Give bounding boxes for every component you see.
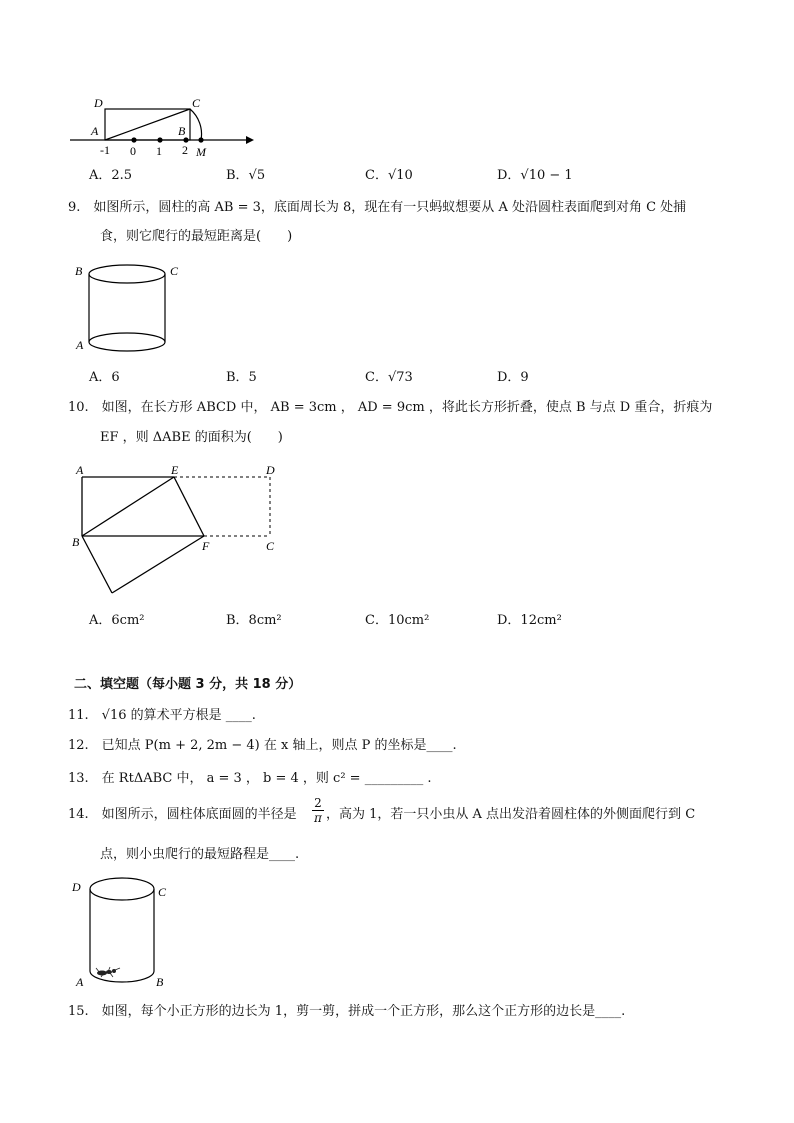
q10-folding-figure (72, 460, 292, 600)
q8-label-D: D (94, 96, 103, 110)
q10-option-d: D．12cm² (497, 613, 562, 628)
q14-label-C: C (158, 885, 167, 899)
q8-label-M: M (196, 145, 206, 159)
q10-label-B: B (72, 535, 80, 549)
q14-label-A: A (76, 975, 84, 989)
q9-stem-line2: 食，则它爬行的最短距离是( ) (100, 229, 293, 244)
q11-stem: 11. √16 的算术平方根是 ____. (68, 708, 256, 723)
q10-label-C: C (266, 539, 275, 553)
q14-label-D: D (72, 880, 81, 894)
q14-fraction-numerator: 2 (312, 796, 324, 811)
q14-stem-line2: 点，则小虫爬行的最短路程是____. (100, 847, 300, 862)
q14-cylinder-figure (70, 872, 180, 992)
q8-option-a: A．2.5 (89, 168, 133, 183)
q8-tick-2: 2 (182, 143, 188, 157)
q10-option-b: B．8cm² (226, 613, 282, 628)
q9-label-B: B (75, 264, 83, 278)
q12-stem: 12. 已知点 P(m + 2, 2m − 4) 在 x 轴上，则点 P 的坐标是____. (68, 738, 457, 753)
q8-tick-neg1: -1 (100, 143, 110, 157)
q14-label-B: B (156, 975, 164, 989)
q10-label-A: A (76, 463, 84, 477)
q15-stem: 15. 如图，每个小正方形的边长为 1，剪一剪，拼成一个正方形，那么这个正方形的边长是____. (68, 1004, 626, 1019)
q14-fraction-denominator: π (314, 811, 322, 825)
q9-label-A: A (76, 338, 84, 352)
q8-label-A: A (91, 124, 99, 138)
q10-stem-line2: EF ，则 ΔABE 的面积为( ) (100, 430, 283, 445)
q10-label-F: F (202, 539, 210, 553)
q9-option-d: D．9 (497, 370, 529, 385)
q8-option-b: B．√5 (226, 168, 266, 183)
section-heading-fill-in: 二、填空题（每小题 3 分，共 18 分） (74, 677, 302, 692)
q9-label-C: C (170, 264, 179, 278)
ant-icon (96, 967, 120, 977)
q8-tick-0: 0 (130, 144, 136, 158)
q8-label-C: C (192, 96, 201, 110)
q8-option-c: C．√10 (365, 168, 413, 183)
q14-stem-line1b: ，高为 1，若一只小虫从 A 点出发沿着圆柱体的外侧面爬行到 C (326, 807, 696, 822)
q9-option-c: C．√73 (365, 370, 413, 385)
q9-option-b: B．5 (226, 370, 257, 385)
q10-option-c: C．10cm² (365, 613, 430, 628)
q10-option-a: A．6cm² (89, 613, 145, 628)
q13-stem: 13. 在 RtΔABC 中， a = 3 ， b = 4 ，则 c² = _________ . (68, 771, 432, 786)
q8-label-B: B (178, 124, 186, 138)
q8-tick-1: 1 (156, 144, 162, 158)
q9-option-a: A．6 (89, 370, 120, 385)
q9-cylinder-figure (72, 260, 202, 360)
q8-option-d: D．√10 − 1 (497, 168, 573, 183)
q14-fraction (312, 796, 324, 825)
q8-figure (68, 92, 258, 162)
q10-label-D: D (266, 463, 275, 477)
q9-stem-line1: 9. 如图所示，圆柱的高 AB = 3，底面周长为 8，现在有一只蚂蚁想要从 A 处沿圆柱表面爬到对角 C 处捕 (68, 200, 687, 215)
q10-label-E: E (171, 463, 179, 477)
q14-stem-line1a: 14. 如图所示，圆柱体底面圆的半径是 (68, 807, 297, 822)
q10-stem-line1: 10. 如图，在长方形 ABCD 中， AB = 3cm ， AD = 9cm ，将此长方形折叠，使点 B 与点 D 重合，折痕为 (68, 400, 713, 415)
